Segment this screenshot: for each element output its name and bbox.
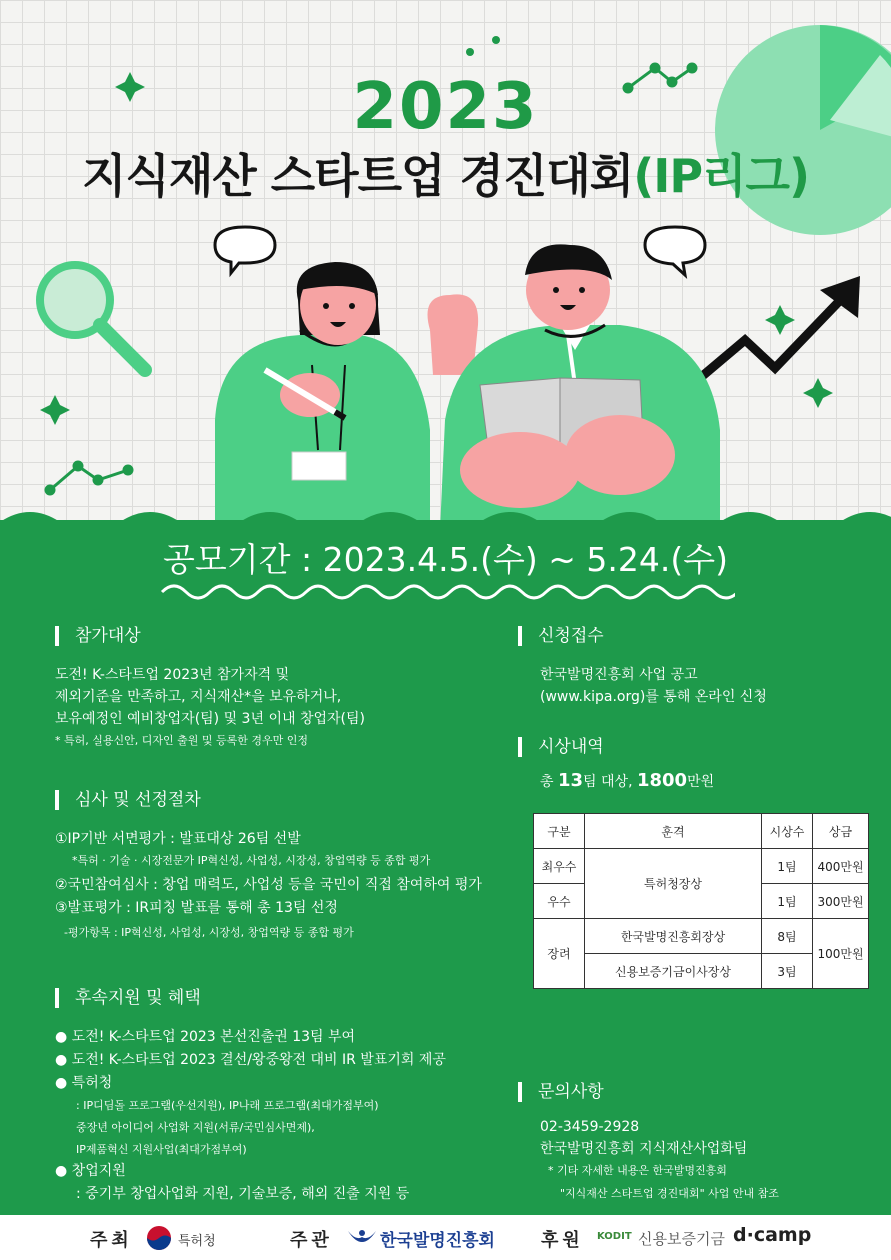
table-cell: 8팀 [762,919,813,954]
review-note: -평가항목 : IP혁신성, 사업성, 시장성, 창업역량 등 종합 평가 [64,926,354,939]
summary-pre: 총 [540,774,558,790]
title-main: 지식재산 스타트업 경진대회 [81,149,634,203]
magnifier-icon [40,265,145,370]
speech-bubble-icon [215,227,275,273]
support-detail: 중장년 아이디어 사업화 지원(서류/국민심사면제), [76,1121,315,1134]
table-cell: 장려 [534,919,585,989]
support-heading: 후속지원 및 혜택 [55,988,201,1008]
summary-amount: 1800 [636,770,688,791]
table-header: 상금 [813,814,869,849]
footer [0,1215,891,1260]
sponsor-kodit: 신용보증기금 [638,1230,725,1248]
awards-summary [540,770,714,793]
table-header-row [534,814,869,849]
squiggle-underline [160,582,735,602]
title-highlight: IP리그 [653,149,789,203]
woman-figure [215,262,478,530]
eligibility-line: 보유예정인 예비창업자(팀) 및 3년 이내 창업자(팀) [55,711,365,727]
application-period: 공모기간 : 2023.4.5.(수) ~ 5.24.(수) [163,540,728,579]
support-detail: : 중기부 창업사업화 지원, 기술보증, 해외 진출 지원 등 [76,1186,410,1202]
man-figure [440,244,720,530]
table-header: 시상수 [762,814,813,849]
kipa-logo-icon [346,1227,378,1249]
support-item: ● 창업지원 [55,1163,126,1179]
table-row [534,849,869,884]
sponsor-label: 후원 [541,1230,584,1251]
support-detail: IP제품혁신 지원사업(최대가점부여) [76,1143,247,1156]
event-year: 2023 [352,70,539,144]
speech-bubble-icon [645,227,705,275]
eligibility-line: 도전! K-스타트업 2023년 참가자격 및 [55,667,290,683]
support-item: ● 도전! K-스타트업 2023 본선진출권 13팀 부여 [55,1029,356,1045]
table-cell: 특허청장상 [585,849,762,919]
apply-line: (www.kipa.org)를 통해 온라인 신청 [540,689,767,705]
summary-post: 만원 [687,774,715,790]
review-heading: 심사 및 선정절차 [55,790,201,810]
review-step: ③발표평가 : IR피칭 발표를 통해 총 13팀 선정 [55,900,338,916]
table-header: 훈격 [585,814,762,849]
organizer-org: 한국발명진흥회 [380,1231,495,1251]
line-chart-icon [46,462,132,494]
summary-mid: 팀 대상, [583,774,637,790]
table-cell: 3팀 [762,954,813,989]
table-cell: 300만원 [813,884,869,919]
summary-teams: 13 [557,770,584,791]
apply-heading: 신청접수 [518,626,604,646]
review-step: ②국민참여심사 : 창업 매력도, 사업성 등을 국민이 직접 참여하여 평가 [55,877,482,893]
support-detail: : IP디딤돌 프로그램(우선지원), IP나래 프로그램(최대가점부여) [76,1099,379,1112]
contact-phone: 02-3459-2928 [540,1119,640,1135]
review-step: ①IP기반 서면평가 : 발표대상 26팀 선발 [55,831,301,847]
sponsor-dcamp: d·camp [733,1224,812,1246]
review-note: *특허 · 기술 · 시장전문가 IP혁신성, 사업성, 시장성, 창업역량 등 종합 평가 [72,854,431,867]
eligibility-note: * 특허, 실용신안, 디자인 출원 및 등록한 경우만 인정 [55,734,308,747]
table-cell: 우수 [534,884,585,919]
title-paren-close: ) [788,149,810,203]
awards-table [533,813,869,989]
sparkle-icon [803,378,833,408]
dot-icon [492,36,500,44]
table-cell: 한국발명진흥회장상 [585,919,762,954]
host-org: 특허청 [178,1234,216,1249]
sparkle-icon [765,305,795,335]
government-emblem-icon [146,1225,172,1251]
awards-heading: 시상내역 [518,737,604,757]
eligibility-heading: 참가대상 [55,626,141,646]
support-item: ● 도전! K-스타트업 2023 결선/왕중왕전 대비 IR 발표기회 제공 [55,1052,446,1068]
contact-note: "지식재산 스타트업 경진대회" 사업 안내 참조 [560,1187,779,1200]
support-item: ● 특허청 [55,1075,113,1091]
table-header: 구분 [534,814,585,849]
host-label: 주최 [90,1230,133,1251]
table-cell: 1팀 [762,884,813,919]
eligibility-line: 제외기준을 만족하고, 지식재산*을 보유하거나, [55,689,342,705]
table-cell: 신용보증기금이사장상 [585,954,762,989]
organizer-label: 주관 [290,1230,333,1251]
dot-icon [466,48,474,56]
contact-note: * 기타 자세한 내용은 한국발명진흥회 [548,1164,727,1177]
title-paren-open: ( [633,149,654,203]
illustration-area [0,0,891,540]
apply-line: 한국발명진흥회 사업 공고 [540,667,698,683]
table-cell: 400만원 [813,849,869,884]
table-row [534,919,869,954]
event-title [0,140,891,206]
table-cell: 100만원 [813,919,869,989]
table-cell: 최우수 [534,849,585,884]
kodit-logo-mark: KODIT [597,1231,632,1242]
contact-heading: 문의사항 [518,1082,604,1102]
contact-org: 한국발명진흥회 지식재산사업화팀 [540,1141,748,1157]
sparkle-icon [40,395,70,425]
table-cell: 1팀 [762,849,813,884]
